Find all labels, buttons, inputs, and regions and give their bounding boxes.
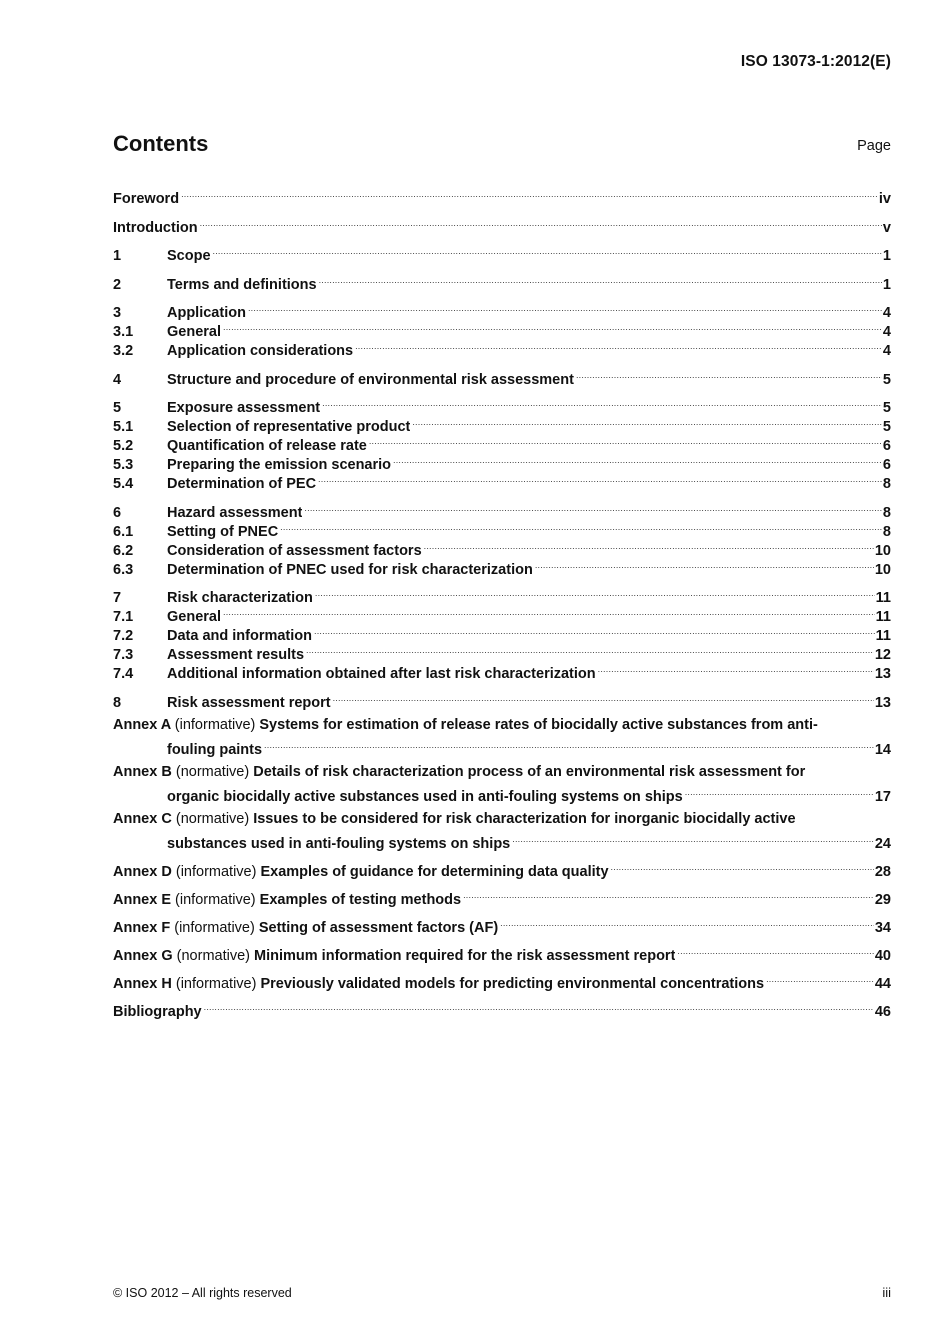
annex-title[interactable]: Examples of guidance for determining data quality	[260, 864, 609, 880]
annex-classification: (normative)	[175, 764, 250, 780]
annex-heading	[113, 947, 675, 966]
toc-page-number: 10	[874, 542, 891, 559]
toc-page-number: 11	[875, 590, 891, 606]
annex-entry[interactable]	[113, 885, 891, 908]
dot-leader	[393, 450, 882, 469]
dot-leader	[200, 213, 882, 232]
dot-leader	[611, 857, 874, 876]
clause-title[interactable]: Application considerations	[167, 343, 354, 359]
dot-leader	[598, 659, 874, 678]
dot-leader	[319, 270, 882, 289]
toc-entry[interactable]	[113, 365, 891, 388]
table-of-contents	[113, 184, 891, 1026]
dot-leader	[223, 317, 882, 336]
annex-label: Annex G	[113, 948, 173, 964]
toc-page-number: 14	[874, 742, 891, 758]
clause-number: 3.1	[113, 324, 134, 340]
annex-heading	[113, 891, 461, 910]
annex-entry[interactable]	[113, 716, 891, 758]
toc-page-number: 10	[874, 561, 891, 578]
clause-number: 5.3	[113, 457, 134, 473]
dot-leader	[333, 688, 874, 707]
clause-title[interactable]: Determination of PEC	[167, 476, 317, 492]
annex-title[interactable]: Minimum information required for the risk assessment report	[254, 948, 676, 964]
toc-page-number: 1	[882, 276, 891, 293]
page-column-label: Page	[857, 138, 891, 154]
toc-group	[113, 213, 891, 236]
bibliography-entry[interactable]	[113, 997, 891, 1020]
dot-leader	[248, 298, 882, 317]
clause-title[interactable]: Preparing the emission scenario	[167, 457, 392, 473]
toc-page-number: 6	[882, 438, 891, 454]
dot-leader	[322, 393, 882, 412]
annex-classification: (normative)	[176, 948, 250, 964]
annex-title-continuation	[113, 782, 891, 805]
toc-entry[interactable]	[113, 241, 891, 264]
toc-page-number: 5	[882, 400, 891, 416]
dot-leader	[204, 997, 874, 1016]
annex-row	[113, 885, 891, 908]
dot-leader	[314, 621, 875, 640]
annex-row	[113, 857, 891, 880]
clause-title[interactable]: Risk characterization	[167, 590, 313, 606]
clause-number: 7.1	[113, 609, 134, 625]
clause-title[interactable]: Exposure assessment	[167, 400, 321, 416]
clause-title[interactable]: Data and information	[167, 628, 313, 644]
clause-number: 8	[113, 694, 122, 711]
annex-row	[113, 913, 891, 936]
dot-leader	[766, 969, 874, 988]
toc-page-number: 8	[882, 523, 891, 540]
annex-title-line	[113, 716, 891, 735]
clause-title[interactable]: Assessment results	[167, 647, 305, 663]
annex-entry[interactable]	[113, 913, 891, 936]
clause-title[interactable]: Risk assessment report	[167, 694, 331, 711]
dot-leader	[304, 498, 882, 517]
annex-label: Annex D	[113, 864, 172, 880]
clause-number: 6	[113, 504, 122, 521]
toc-entry[interactable]	[113, 336, 891, 359]
toc-page-number: 13	[874, 694, 891, 711]
toc-group	[113, 365, 891, 388]
annex-heading	[113, 863, 609, 882]
clause-title[interactable]: Foreword	[113, 191, 180, 207]
annex-label: Annex C	[113, 811, 172, 827]
clause-number: 6.3	[113, 561, 134, 578]
toc-page-number: 40	[874, 948, 891, 964]
clause-number: 7.4	[113, 666, 134, 682]
toc-page-number: 11	[875, 609, 891, 625]
toc-page-number: 34	[874, 920, 891, 936]
dot-leader	[512, 829, 874, 848]
clause-title[interactable]: Scope	[167, 248, 211, 264]
toc-page-number: 4	[882, 324, 891, 340]
toc-group	[113, 298, 891, 359]
toc-page-number: 5	[882, 419, 891, 435]
dot-leader	[213, 241, 882, 260]
annex-entry[interactable]	[113, 941, 891, 964]
toc-page-number: 17	[874, 789, 891, 805]
annex-classification: (informative)	[175, 892, 256, 908]
clause-title[interactable]: Terms and definitions	[167, 276, 317, 293]
annex-title[interactable]: Systems for estimation of release rates of biocidally active substances from anti-	[259, 717, 818, 733]
annex-label: Annex B	[113, 764, 172, 780]
clause-number: 6.2	[113, 542, 134, 559]
toc-page-number: 4	[882, 305, 891, 321]
clause-number: 3.2	[113, 343, 134, 359]
toc-entry[interactable]	[113, 602, 891, 625]
clause-title[interactable]: Setting of PNEC	[167, 523, 279, 540]
toc-page-number: 8	[882, 476, 891, 492]
annex-classification: (informative)	[174, 920, 255, 936]
annex-title[interactable]: Details of risk characterization process of an environmental risk assessment for	[253, 764, 806, 780]
dot-leader	[280, 517, 882, 536]
clause-title[interactable]: Quantification of release rate	[167, 438, 367, 454]
toc-page-number: 5	[882, 371, 891, 388]
annex-title[interactable]: fouling paints	[167, 742, 263, 758]
toc-entry	[113, 997, 891, 1020]
dot-leader	[500, 913, 874, 932]
clause-number: 7	[113, 590, 122, 606]
dot-leader	[223, 602, 875, 621]
annex-title-continuation	[113, 735, 891, 758]
annex-title[interactable]: Issues to be considered for risk characterization for inorganic biocidally active	[253, 811, 796, 827]
toc-group	[113, 184, 891, 207]
annex-label: Annex F	[113, 920, 171, 936]
toc-entry[interactable]	[113, 498, 891, 521]
clause-title[interactable]: Introduction	[113, 219, 198, 236]
dot-leader	[412, 412, 882, 431]
toc-entry[interactable]	[113, 583, 891, 606]
clause-number: 7.3	[113, 647, 134, 663]
annex-classification: (informative)	[175, 976, 257, 992]
annex-title[interactable]: Previously validated models for predicting environmental concentrations	[260, 976, 765, 992]
toc-group	[113, 270, 891, 293]
annex-classification: (informative)	[175, 864, 257, 880]
toc-entry[interactable]	[113, 298, 891, 321]
clause-number: 6.1	[113, 523, 134, 540]
dot-leader	[318, 469, 882, 488]
dot-leader	[576, 365, 882, 384]
toc-page-number: 13	[874, 666, 891, 682]
annex-entry[interactable]	[113, 969, 891, 992]
dot-leader	[315, 583, 875, 602]
toc-page-number: 44	[874, 976, 891, 992]
toc-page-number: v	[882, 219, 891, 236]
annex-row	[113, 969, 891, 992]
dot-leader	[463, 885, 874, 904]
annex-title[interactable]: organic biocidally active substances used in anti-fouling systems on ships	[167, 789, 683, 805]
clause-number: 7.2	[113, 628, 134, 644]
toc-page-number: 46	[874, 1004, 891, 1020]
clause-title[interactable]: Hazard assessment	[167, 504, 303, 521]
clause-number: 1	[113, 248, 122, 264]
dot-leader	[535, 555, 874, 574]
annex-entry[interactable]	[113, 810, 891, 852]
dot-leader	[264, 735, 874, 754]
toc-entry[interactable]	[113, 393, 891, 416]
annex-heading	[113, 975, 764, 994]
toc-page-number: iv	[878, 191, 891, 207]
dot-leader	[369, 431, 882, 450]
annex-title[interactable]: Examples of testing methods	[259, 892, 462, 908]
annex-label: Annex A	[113, 717, 171, 733]
annex-title[interactable]: substances used in anti-fouling systems on ships	[167, 836, 511, 852]
annex-label: Annex H	[113, 976, 172, 992]
annex-row	[113, 941, 891, 964]
clause-number: 3	[113, 305, 122, 321]
toc-page-number: 1	[882, 248, 891, 264]
annex-classification: (normative)	[175, 811, 250, 827]
clause-title[interactable]: Additional information obtained after last risk characterization	[167, 666, 596, 682]
dot-leader	[685, 782, 874, 801]
toc-entry[interactable]	[113, 688, 891, 711]
toc-page-number: 11	[875, 628, 891, 644]
annex-title-line	[113, 810, 891, 829]
clause-title[interactable]: Determination of PNEC used for risk characterization	[167, 561, 533, 578]
clause-title[interactable]: Consideration of assessment factors	[167, 542, 422, 559]
contents-title: Contents	[113, 131, 209, 156]
copyright-notice: © ISO 2012 – All rights reserved	[113, 1286, 292, 1300]
toc-entry[interactable]	[113, 317, 891, 340]
page-number: iii	[882, 1285, 891, 1300]
annex-title[interactable]: Setting of assessment factors (AF)	[258, 920, 499, 936]
annex-classification: (informative)	[174, 717, 256, 733]
clause-title[interactable]: Application	[167, 305, 246, 321]
toc-entry[interactable]	[113, 184, 891, 207]
bibliography-title[interactable]: Bibliography	[113, 1004, 202, 1020]
toc-group	[113, 688, 891, 711]
toc-entry[interactable]	[113, 270, 891, 293]
toc-page-number: 28	[874, 864, 891, 880]
toc-page-number: 12	[874, 647, 891, 663]
dot-leader	[677, 941, 873, 960]
clause-title[interactable]: Selection of representative product	[167, 419, 411, 435]
standard-identifier: ISO 13073-1:2012(E)	[740, 53, 891, 70]
dot-leader	[355, 336, 882, 355]
toc-page-number: 4	[882, 343, 891, 359]
annex-title-line	[113, 763, 891, 782]
clause-number: 5.4	[113, 476, 134, 492]
toc-page-number: 24	[874, 836, 891, 852]
toc-group	[113, 241, 891, 264]
annex-entry[interactable]	[113, 763, 891, 805]
toc-entry[interactable]	[113, 213, 891, 236]
clause-number: 2	[113, 276, 122, 293]
clause-number: 5	[113, 400, 122, 416]
clause-title[interactable]: General	[167, 609, 221, 625]
clause-title[interactable]: General	[167, 324, 221, 340]
dot-leader	[424, 536, 874, 555]
toc-group	[113, 393, 891, 492]
annex-label: Annex E	[113, 892, 172, 908]
toc-group	[113, 583, 891, 682]
toc-page-number: 29	[874, 892, 891, 908]
toc-page-number: 8	[882, 504, 891, 521]
clause-number: 5.1	[113, 419, 134, 435]
clause-number: 4	[113, 371, 122, 388]
toc-group	[113, 498, 891, 578]
annex-heading	[113, 919, 498, 938]
annex-entry[interactable]	[113, 857, 891, 880]
dot-leader	[181, 184, 878, 203]
annex-title-continuation	[113, 829, 891, 852]
dot-leader	[306, 640, 874, 659]
toc-entry[interactable]	[113, 621, 891, 644]
clause-title[interactable]: Structure and procedure of environmental risk assessment	[167, 371, 574, 388]
toc-page-number: 6	[882, 457, 891, 473]
clause-number: 5.2	[113, 438, 134, 454]
